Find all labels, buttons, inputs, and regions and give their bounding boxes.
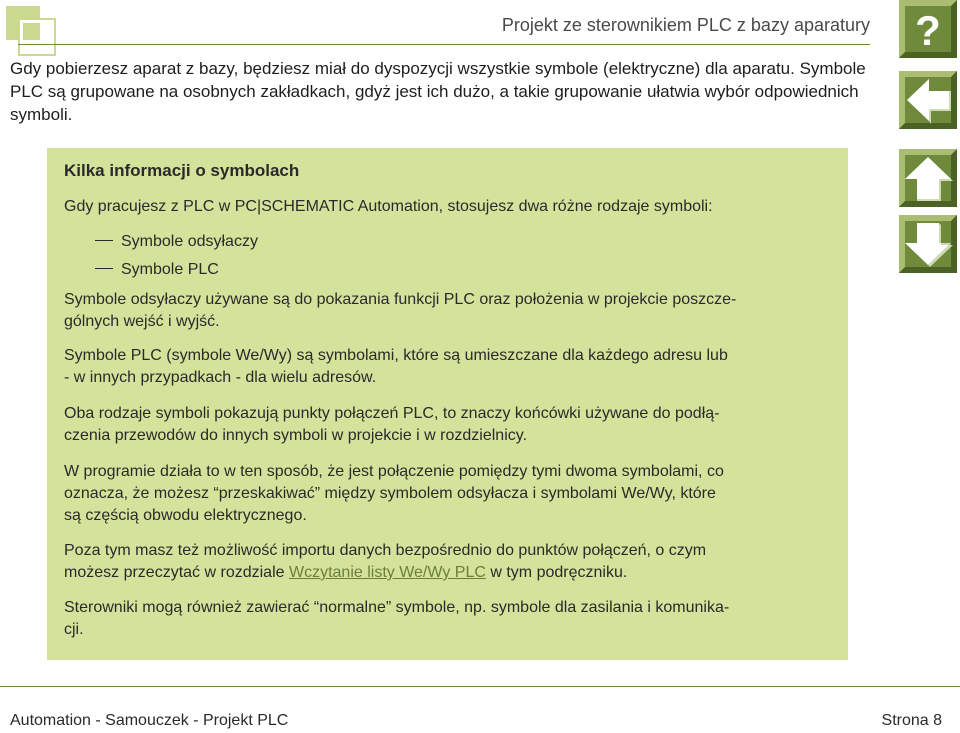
paragraph-line: oznacza, że możesz “przeskakiwać” między symbolem odsyłacza i symbolami We/Wy, które (64, 485, 716, 502)
panel-paragraph-6 (64, 540, 834, 584)
bullet-item (95, 233, 258, 251)
arrow-down-icon (899, 215, 957, 273)
panel-paragraph-1: Gdy pracujesz z PLC w PC|SCHEMATIC Automation, stosujesz dwa różne rodzaje symboli: (64, 198, 713, 215)
paragraph-line (64, 562, 834, 584)
bullet-item (95, 261, 219, 279)
arrow-left-icon (899, 71, 957, 129)
panel-heading: Kilka informacji o symbolach (64, 161, 300, 180)
page-title: Projekt ze sterownikiem PLC z bazy aparatury (501, 15, 870, 35)
paragraph-line: Symbole PLC (symbole We/Wy) są symbolami, które są umieszczane dla każdego adresu lub (64, 347, 728, 364)
paragraph-line: cji. (64, 621, 84, 638)
logo-square-front (20, 20, 54, 54)
page-number: Strona 8 (881, 712, 942, 729)
paragraph-line: - w innych przypadkach - dla wielu adresów. (64, 369, 377, 386)
paragraph-line: W programie działa to w ten sposób, że jest połączenie pomiędzy tymi dwoma symbolami, co (64, 463, 724, 480)
up-button[interactable] (899, 149, 957, 207)
dash-icon (95, 268, 113, 269)
panel-paragraph-7 (64, 597, 834, 641)
down-button[interactable] (899, 215, 957, 273)
panel-paragraph-4 (64, 403, 834, 447)
arrow-up-icon (899, 149, 957, 207)
paragraph-line: Symbole odsyłaczy używane są do pokazania funkcji PLC oraz położenia w projekcie poszcze- (64, 291, 737, 308)
help-glyph: ? (915, 7, 941, 54)
panel-paragraph-2 (64, 289, 834, 333)
paragraph-line: gólnych wejść i wyjść. (64, 313, 220, 330)
paragraph-line: Poza tym masz też możliwość importu danych bezpośrednio do punktów połączeń, o czym (64, 542, 707, 559)
help-button[interactable] (899, 0, 957, 58)
paragraph-line: czenia przewodów do innych symboli w projekcie i w rozdzielnicy. (64, 427, 528, 444)
panel-paragraph-3 (64, 345, 834, 389)
intro-text: Gdy pobierzesz aparat z bazy, będziesz miał do dyspozycji wszystkie symbole (elektryczne) dla aparatu. Symbole PLC są grupowane na osobnych zakładkach, gdyż jest ich dużo, a takie grupowanie ułatwia wybór odpowiednich symboli. (10, 59, 866, 124)
header-divider (18, 44, 870, 45)
io-list-import-link[interactable]: Wczytanie listy We/Wy PLC (288, 564, 486, 581)
paragraph-text: możesz przeczytać w rozdziale (64, 564, 289, 581)
info-panel (47, 148, 848, 660)
footer-divider (0, 686, 960, 687)
bullet-label: Symbole PLC (121, 261, 219, 278)
bullet-label: Symbole odsyłaczy (121, 233, 258, 250)
paragraph-line: Sterowniki mogą również zawierać “normalne” symbole, np. symbole dla zasilania i komunika- (64, 599, 730, 616)
help-icon (899, 0, 957, 58)
panel-paragraph-5 (64, 461, 834, 527)
footer-document-title: Automation - Samouczek - Projekt PLC (10, 712, 289, 729)
paragraph-text: w tym podręczniku. (485, 564, 628, 581)
dash-icon (95, 240, 113, 241)
paragraph-line: są częścią obwodu elektrycznego. (64, 507, 307, 524)
back-button[interactable] (899, 71, 957, 129)
paragraph-line: Oba rodzaje symboli pokazują punkty połączeń PLC, to znaczy końcówki używane do podłą- (64, 405, 720, 422)
